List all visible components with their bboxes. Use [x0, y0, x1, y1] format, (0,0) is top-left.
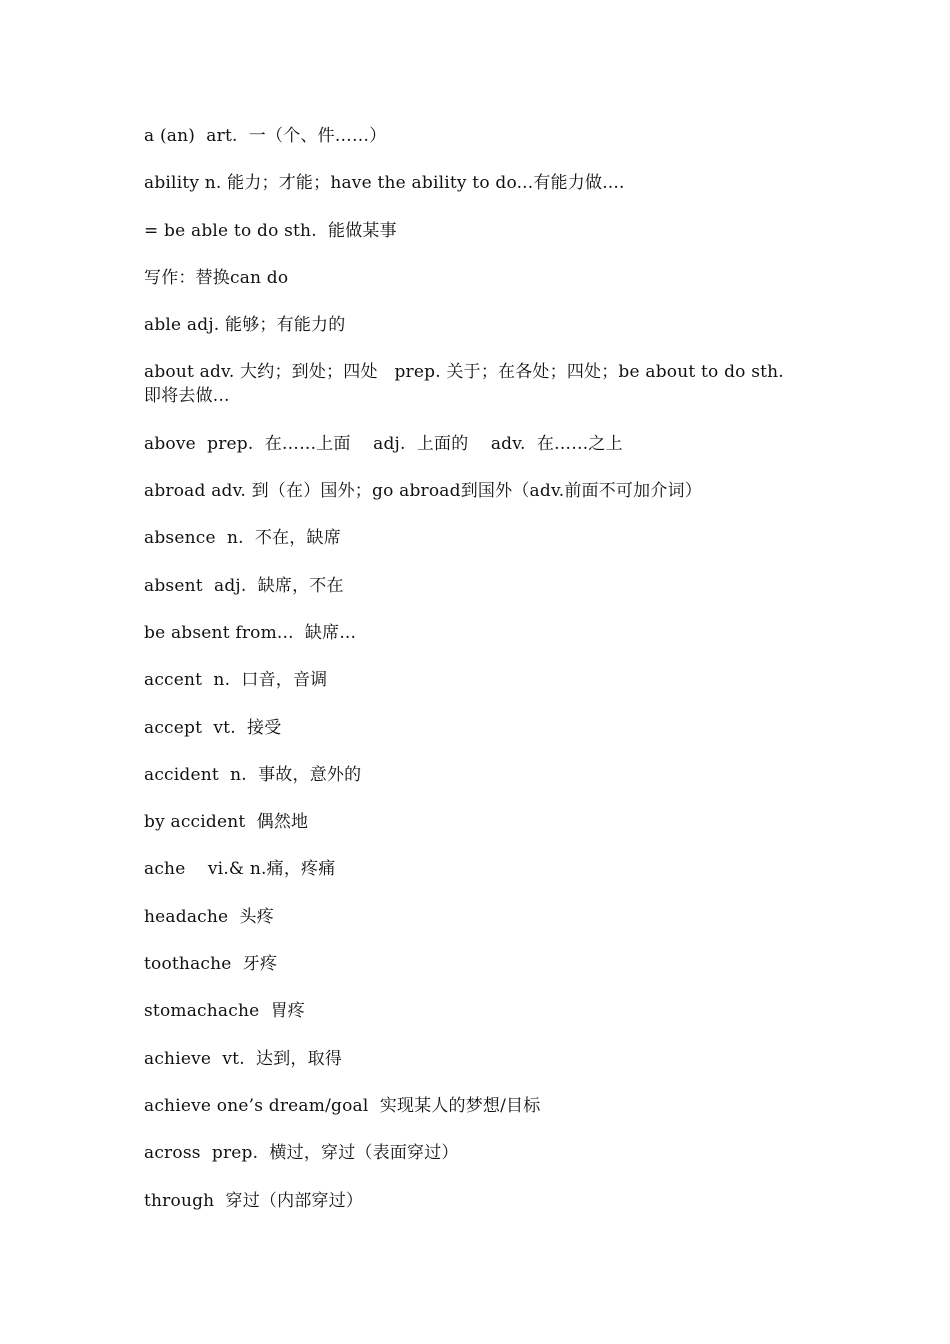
- vocab-entry-abroad: abroad adv. 到（在）国外；go abroad到国外（adv.前面不可加介词）: [144, 481, 702, 502]
- vocab-entry-achieve: achieve vt. 达到，取得: [144, 1048, 343, 1069]
- vocab-entry-a: a (an) art. 一（个、件……）: [144, 126, 387, 146]
- vocab-entry-achieve-dream: achieve one’s dream/goal 实现某人的梦想/目标: [144, 1095, 541, 1116]
- vocab-entry-ability: ability n. 能力；才能；have the ability to do...有能力做....: [144, 173, 625, 194]
- vocab-entry-ache: ache vi.& n.痛，疼痛: [144, 859, 336, 880]
- vocab-entry-about: about adv. 大约；到处；四处 prep. 关于；在各处；四处；be about to do sth. 即将去做...: [144, 362, 801, 407]
- vocab-entry-across: across prep. 横过，穿过（表面穿过）: [144, 1143, 459, 1164]
- vocab-entry-by-accident: by accident 偶然地: [144, 812, 309, 833]
- vocab-entry-accent: accent n. 口音，音调: [144, 670, 328, 691]
- vocab-entry-toothache: toothache 牙疼: [144, 954, 278, 975]
- vocab-entry-be-absent-from: be absent from... 缺席...: [144, 622, 357, 643]
- vocab-entry-through: through 穿过（内部穿过）: [144, 1190, 364, 1211]
- vocab-entry-absent: absent adj. 缺席，不在: [144, 575, 344, 596]
- vocab-entry-above: above prep. 在……上面 adj. 上面的 adv. 在……之上: [144, 433, 623, 454]
- vocab-entry-be-able-to: = be able to do sth. 能做某事: [144, 220, 397, 241]
- vocab-entry-accept: accept vt. 接受: [144, 717, 282, 738]
- vocab-entry-able: able adj. 能够；有能力的: [144, 315, 346, 336]
- vocab-entry-absence: absence n. 不在，缺席: [144, 528, 341, 549]
- vocab-entry-stomachache: stomachache 胃疼: [144, 1001, 305, 1022]
- vocab-entry-headache: headache 头疼: [144, 906, 274, 927]
- vocabulary-list: [144, 124, 804, 1236]
- vocab-entry-accident: accident n. 事故，意外的: [144, 764, 362, 785]
- vocab-note-writing: 写作：替换can do: [144, 267, 289, 288]
